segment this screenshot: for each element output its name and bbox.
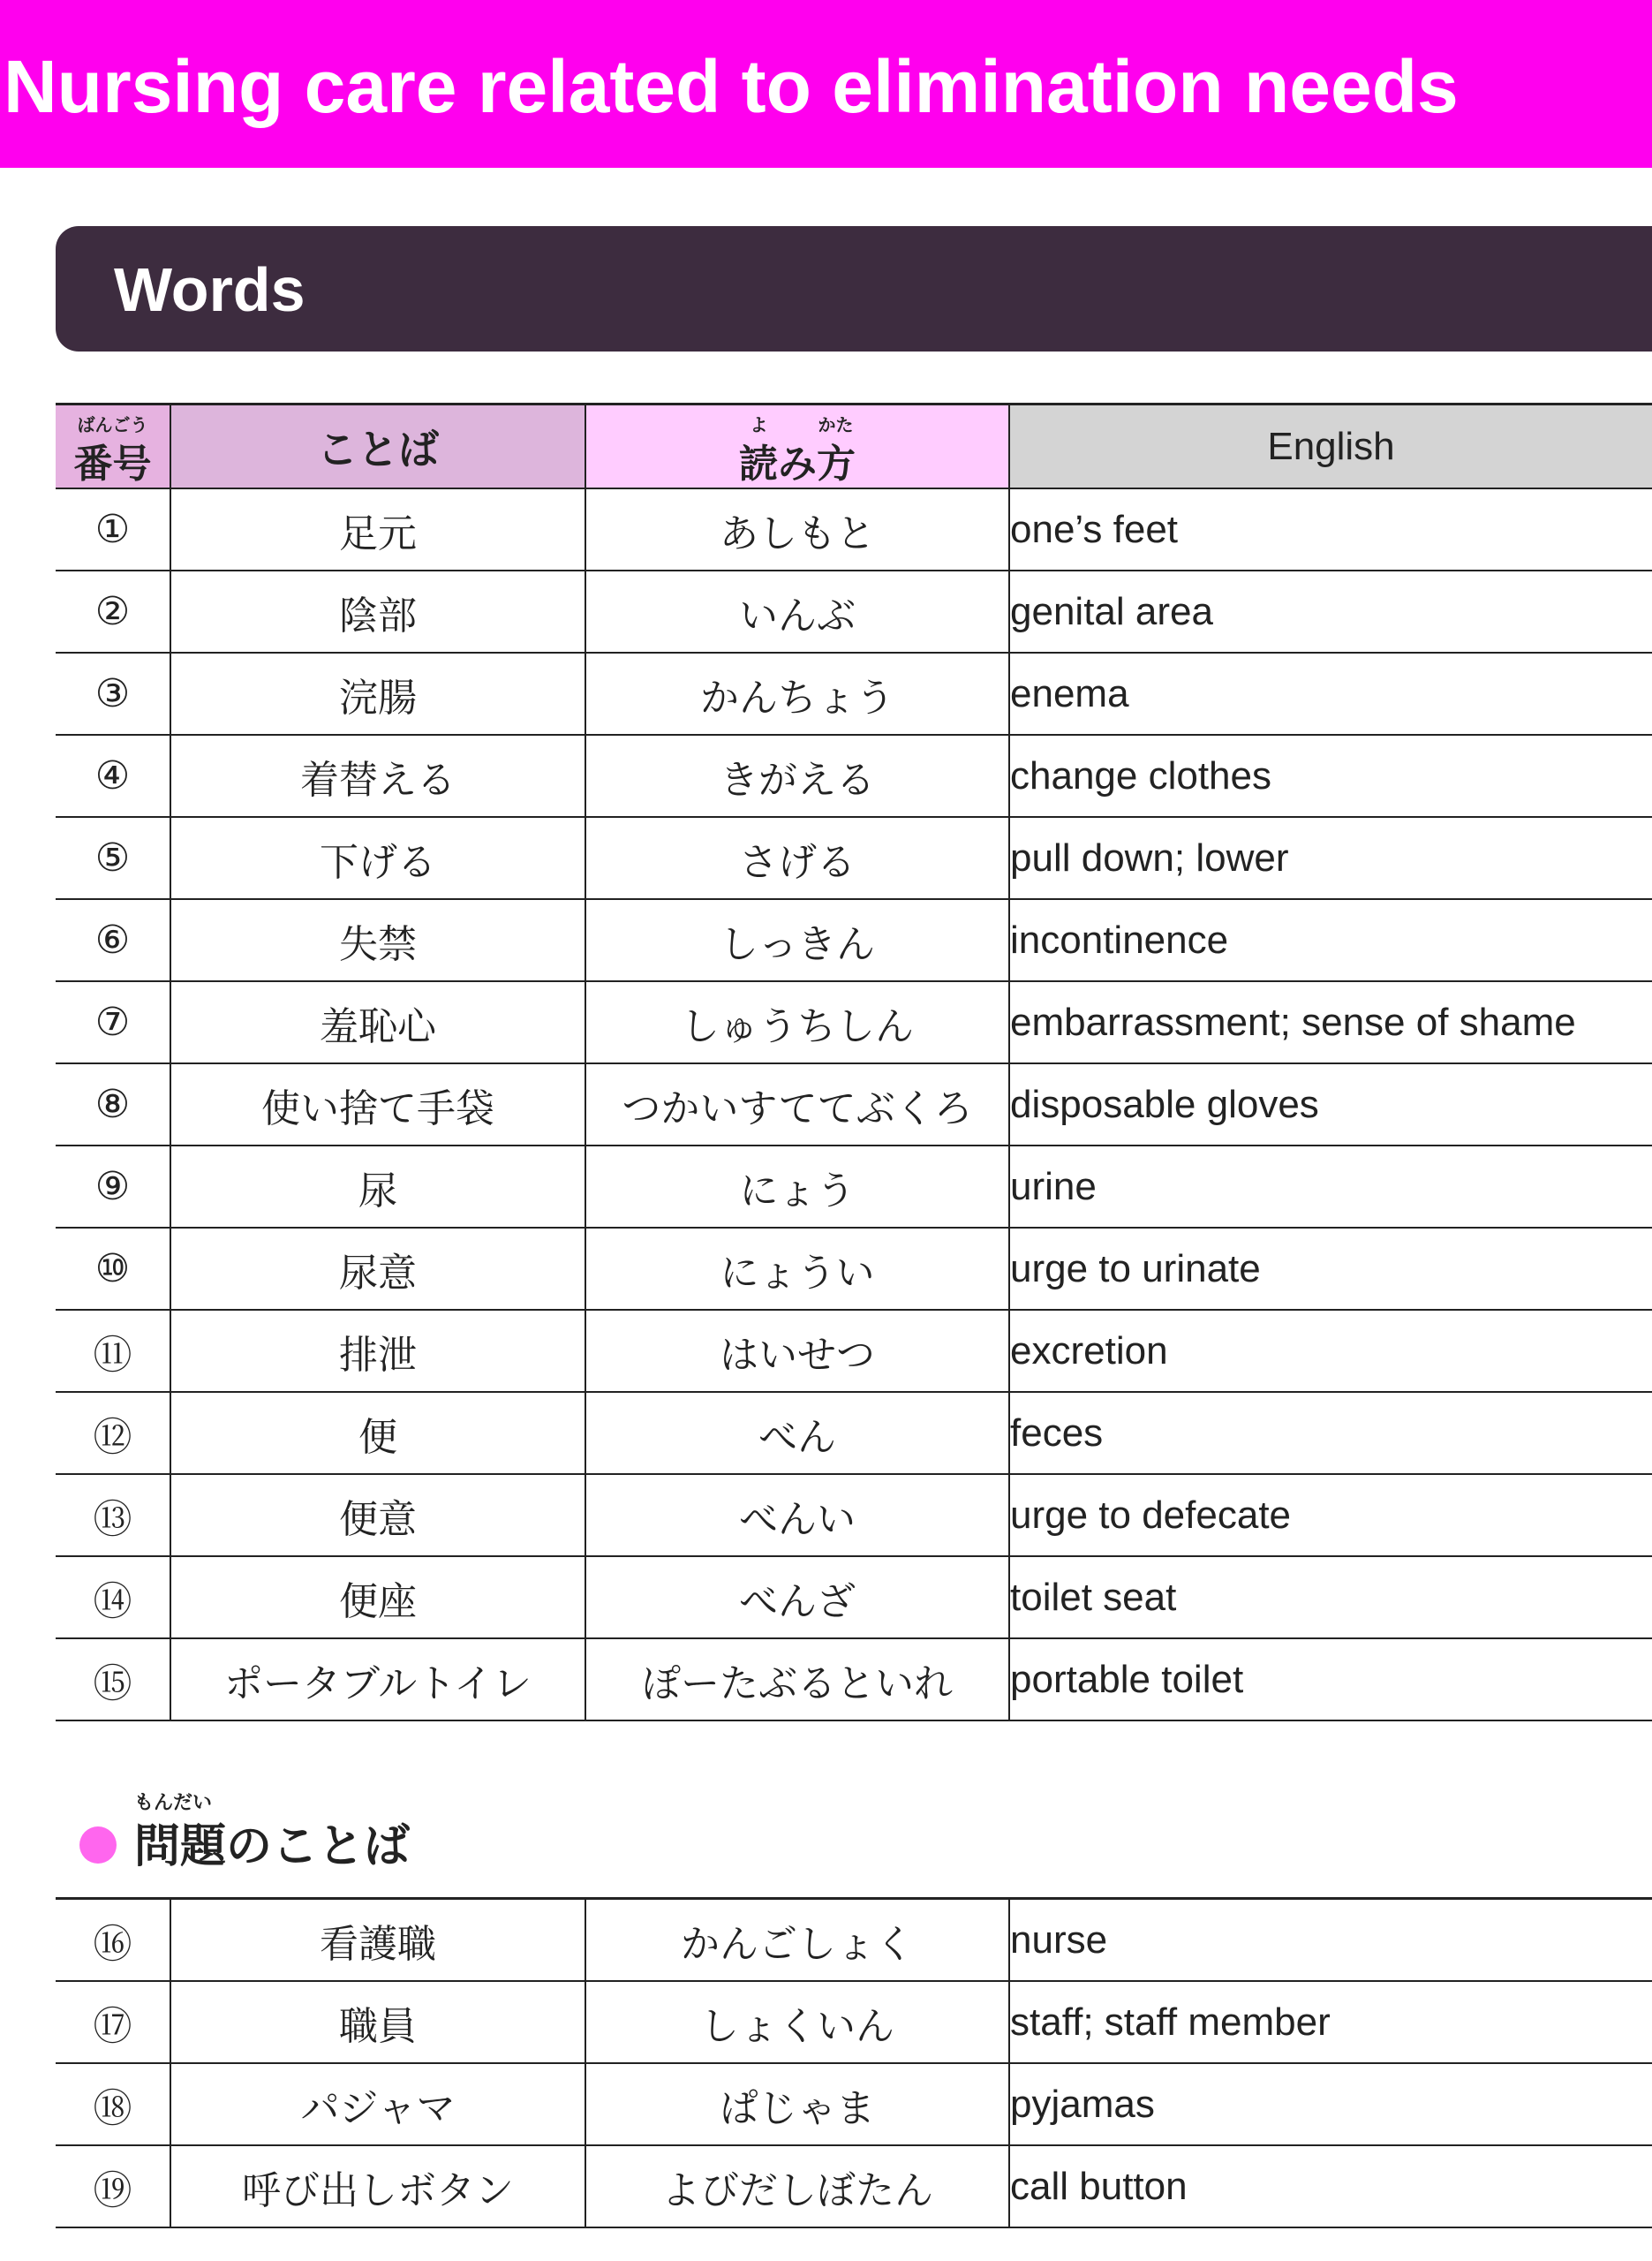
row-english: enema	[1009, 653, 1652, 735]
row-number: ②	[56, 571, 170, 653]
row-number: ⑥	[56, 899, 170, 981]
row-english: urge to urinate	[1009, 1228, 1652, 1310]
header-reading-ruby-kata: かた	[818, 414, 854, 435]
problem-vocabulary-table	[56, 1897, 1652, 2228]
page-title: Nursing care related to elimination needs	[4, 45, 1459, 128]
row-word: 呼び出しボタン	[170, 2145, 585, 2227]
table-header-row	[56, 405, 1652, 489]
row-reading: べんい	[585, 1474, 1009, 1556]
row-word: 着替える	[170, 735, 585, 817]
row-word: 看護職	[170, 1899, 585, 1982]
problem-heading-ruby: もんだい	[134, 1792, 213, 1814]
row-word: 排泄	[170, 1310, 585, 1392]
table-row	[56, 488, 1652, 571]
table-row	[56, 1899, 1652, 1982]
row-number: ⑲	[56, 2145, 170, 2227]
row-number: ④	[56, 735, 170, 817]
row-english: feces	[1009, 1392, 1652, 1474]
header-word	[170, 405, 585, 489]
row-word: 便	[170, 1392, 585, 1474]
row-word: 使い捨て手袋	[170, 1063, 585, 1146]
header-reading	[585, 405, 1009, 489]
row-number: ⑱	[56, 2063, 170, 2145]
row-number: ⑤	[56, 817, 170, 899]
table-row	[56, 1063, 1652, 1146]
table-row	[56, 817, 1652, 899]
row-word: 羞恥心	[170, 981, 585, 1063]
row-english: pull down; lower	[1009, 817, 1652, 899]
section-title-words: Words	[114, 255, 306, 324]
row-english: disposable gloves	[1009, 1063, 1652, 1146]
row-number: ⑬	[56, 1474, 170, 1556]
row-word: 下げる	[170, 817, 585, 899]
row-reading: さげる	[585, 817, 1009, 899]
title-bar	[0, 0, 1652, 168]
row-english: toilet seat	[1009, 1556, 1652, 1638]
row-english: urge to defecate	[1009, 1474, 1652, 1556]
row-reading: かんごしょく	[585, 1899, 1009, 1982]
table-row	[56, 653, 1652, 735]
row-english: embarrassment; sense of shame	[1009, 981, 1652, 1063]
row-word: 陰部	[170, 571, 585, 653]
pink-bullet-icon	[79, 1826, 117, 1864]
row-english: genital area	[1009, 571, 1652, 653]
row-number: ⑩	[56, 1228, 170, 1310]
header-reading-label: 読み方	[739, 442, 856, 487]
row-word: 浣腸	[170, 653, 585, 735]
row-english: one’s feet	[1009, 488, 1652, 571]
row-word: 職員	[170, 1981, 585, 2063]
row-number: ⑫	[56, 1392, 170, 1474]
row-number: ①	[56, 488, 170, 571]
row-reading: べん	[585, 1392, 1009, 1474]
header-english: English	[1009, 405, 1652, 489]
row-english: nurse	[1009, 1899, 1652, 1982]
row-reading: にょう	[585, 1146, 1009, 1228]
row-reading: いんぶ	[585, 571, 1009, 653]
table-row	[56, 2063, 1652, 2145]
row-english: excretion	[1009, 1310, 1652, 1392]
table-row	[56, 1392, 1652, 1474]
row-reading: あしもと	[585, 488, 1009, 571]
row-reading: はいせつ	[585, 1310, 1009, 1392]
table-row	[56, 1981, 1652, 2063]
table-row	[56, 899, 1652, 981]
row-number: ⑮	[56, 1638, 170, 1720]
table-row	[56, 1474, 1652, 1556]
row-reading: べんざ	[585, 1556, 1009, 1638]
table-row	[56, 1310, 1652, 1392]
row-number: ⑨	[56, 1146, 170, 1228]
row-reading: しゅうちしん	[585, 981, 1009, 1063]
problem-heading-title: 問題のことば	[134, 1820, 411, 1873]
header-number	[56, 405, 170, 489]
row-word: 足元	[170, 488, 585, 571]
table-row	[56, 571, 1652, 653]
row-word: 失禁	[170, 899, 585, 981]
row-word: 便座	[170, 1556, 585, 1638]
row-word: 尿意	[170, 1228, 585, 1310]
problem-words-heading	[79, 1788, 521, 1873]
row-reading: ぽーたぶるといれ	[585, 1638, 1009, 1720]
row-reading: つかいすててぶくろ	[585, 1063, 1009, 1146]
row-english: change clothes	[1009, 735, 1652, 817]
table-row	[56, 2145, 1652, 2227]
table-row	[56, 735, 1652, 817]
row-word: 尿	[170, 1146, 585, 1228]
row-reading: かんちょう	[585, 653, 1009, 735]
row-number: ⑦	[56, 981, 170, 1063]
row-word: 便意	[170, 1474, 585, 1556]
row-reading: しょくいん	[585, 1981, 1009, 2063]
vocabulary-table	[56, 403, 1652, 1721]
row-english: staff; staff member	[1009, 1981, 1652, 2063]
row-number: ⑰	[56, 1981, 170, 2063]
row-word: パジャマ	[170, 2063, 585, 2145]
row-english: urine	[1009, 1146, 1652, 1228]
row-english: incontinence	[1009, 899, 1652, 981]
header-number-ruby: ばんごう	[77, 414, 148, 435]
row-number: ⑯	[56, 1899, 170, 1982]
row-english: pyjamas	[1009, 2063, 1652, 2145]
row-number: ⑭	[56, 1556, 170, 1638]
table-row	[56, 1556, 1652, 1638]
row-number: ⑧	[56, 1063, 170, 1146]
row-number: ③	[56, 653, 170, 735]
row-reading: きがえる	[585, 735, 1009, 817]
table-row	[56, 1146, 1652, 1228]
row-reading: にょうい	[585, 1228, 1009, 1310]
header-reading-ruby-yo: よ	[750, 414, 768, 435]
table-row	[56, 981, 1652, 1063]
row-reading: ぱじゃま	[585, 2063, 1009, 2145]
table-row	[56, 1228, 1652, 1310]
row-english: portable toilet	[1009, 1638, 1652, 1720]
row-english: call button	[1009, 2145, 1652, 2227]
row-number: ⑪	[56, 1310, 170, 1392]
row-reading: しっきん	[585, 899, 1009, 981]
row-word: ポータブルトイレ	[170, 1638, 585, 1720]
section-banner-words	[56, 226, 1652, 352]
header-word-label: ことば	[317, 425, 439, 473]
row-reading: よびだしぼたん	[585, 2145, 1009, 2227]
header-number-label: 番号	[73, 442, 152, 487]
table-row	[56, 1638, 1652, 1720]
